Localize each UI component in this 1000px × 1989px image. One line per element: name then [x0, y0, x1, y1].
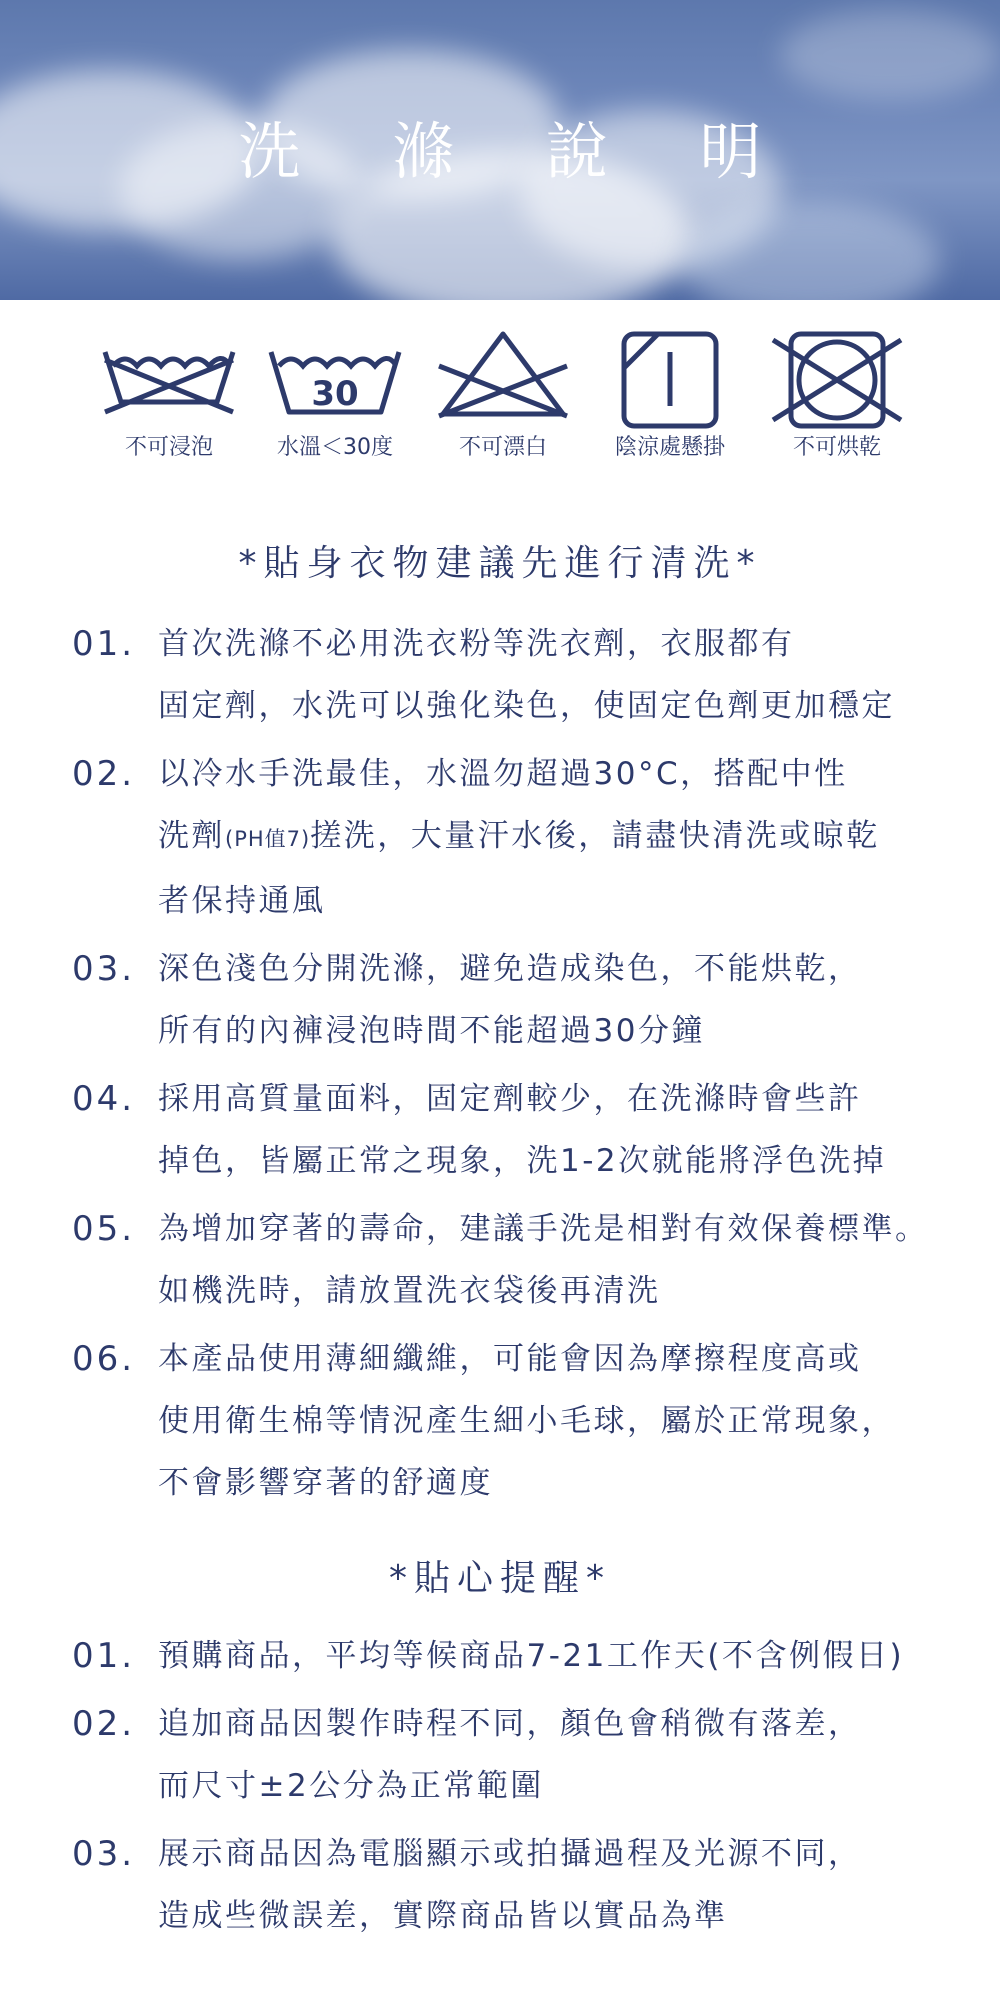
item-number: 01. — [72, 1636, 136, 1676]
shade-hang-dry-icon — [600, 330, 740, 430]
care-label: 水溫＜30度 — [277, 435, 393, 460]
item-line-part: 洗劑 — [158, 818, 225, 854]
item-line: 首次洗滌不必用洗衣粉等洗衣劑，衣服都有 — [158, 626, 795, 662]
washing-heading: *貼身衣物建議先進行清洗* — [238, 543, 762, 584]
item-line: 以冷水手洗最佳，水溫勿超過30°C，搭配中性 — [158, 756, 848, 792]
item-line: 使用衛生棉等情況產生細小毛球，屬於正常現象， — [158, 1403, 895, 1439]
sky-banner — [0, 0, 1000, 300]
no-bleach-icon — [433, 330, 573, 420]
item-line: 如機洗時，請放置洗衣袋後再清洗 — [158, 1273, 661, 1309]
item-line: 而尺寸±2公分為正常範圍 — [158, 1768, 544, 1804]
item-line: 本產品使用薄細纖維，可能會因為摩擦程度高或 — [158, 1341, 862, 1377]
item-line: 深色淺色分開洗滌，避免造成染色，不能烘乾， — [158, 951, 862, 987]
list-item — [0, 1823, 1000, 1947]
care-symbol-shade-hang — [585, 330, 755, 462]
care-label: 不可漂白 — [458, 435, 547, 460]
item-line: 追加商品因製作時程不同，顏色會稍微有落差， — [158, 1706, 862, 1742]
list-item — [0, 938, 1000, 1062]
care-symbol-no-bleach — [418, 330, 588, 462]
item-line: 者保持通風 — [158, 883, 326, 919]
item-line: 掉色，皆屬正常之現象，洗1-2次就能將浮色洗掉 — [158, 1143, 887, 1179]
no-soak-icon — [99, 330, 239, 420]
care-symbols-row — [0, 330, 1000, 490]
list-item — [0, 1693, 1000, 1817]
no-tumble-dry-icon — [767, 330, 907, 430]
item-line: 預購商品，平均等候商品7-21工作天(不含例假日) — [158, 1638, 905, 1674]
list-item — [0, 1198, 1000, 1322]
care-symbol-no-soak — [84, 330, 254, 462]
item-line: 固定劑，水洗可以強化染色，使固定色劑更加穩定 — [158, 688, 895, 724]
care-symbol-wash-30 — [250, 330, 420, 462]
care-symbol-no-tumble-dry — [752, 330, 922, 462]
list-item — [0, 743, 1000, 932]
item-number: 03. — [72, 1834, 136, 1874]
item-line: 展示商品因為電腦顯示或拍攝過程及光源不同， — [158, 1836, 862, 1872]
wash-30-icon — [265, 330, 405, 420]
item-line: 採用高質量面料，固定劑較少，在洗滌時會些許 — [158, 1081, 862, 1117]
care-label: 不可浸泡 — [124, 435, 213, 460]
item-line: 為增加穿著的壽命，建議手洗是相對有效保養標準。 — [158, 1211, 929, 1247]
list-item — [0, 1625, 1000, 1687]
care-label: 不可烘乾 — [792, 435, 881, 460]
reminder-list — [0, 1625, 1000, 1953]
item-number: 05. — [72, 1209, 136, 1249]
washing-list — [0, 613, 1000, 1520]
care-label: 陰涼處懸掛 — [614, 435, 725, 460]
reminder-heading: *貼心提醒* — [388, 1558, 611, 1599]
item-number: 02. — [72, 754, 136, 794]
item-number: 04. — [72, 1079, 136, 1119]
page-title: 洗 滌 說 明 — [238, 115, 798, 188]
wash-30-badge: 30 — [311, 374, 359, 414]
ph-note: (PH值7) — [225, 827, 311, 851]
item-number: 06. — [72, 1339, 136, 1379]
item-line: 造成些微誤差，實際商品皆以實品為準 — [158, 1898, 728, 1934]
list-item — [0, 1068, 1000, 1192]
item-line-part: 搓洗，大量汗水後，請盡快清洗或晾乾 — [310, 818, 880, 854]
item-line: 不會影響穿著的舒適度 — [158, 1465, 493, 1501]
item-line — [158, 805, 988, 870]
list-item — [0, 1328, 1000, 1514]
item-number: 01. — [72, 624, 136, 664]
list-item — [0, 613, 1000, 737]
item-number: 02. — [72, 1704, 136, 1744]
item-line: 所有的內褲浸泡時間不能超過30分鐘 — [158, 1013, 705, 1049]
item-number: 03. — [72, 949, 136, 989]
